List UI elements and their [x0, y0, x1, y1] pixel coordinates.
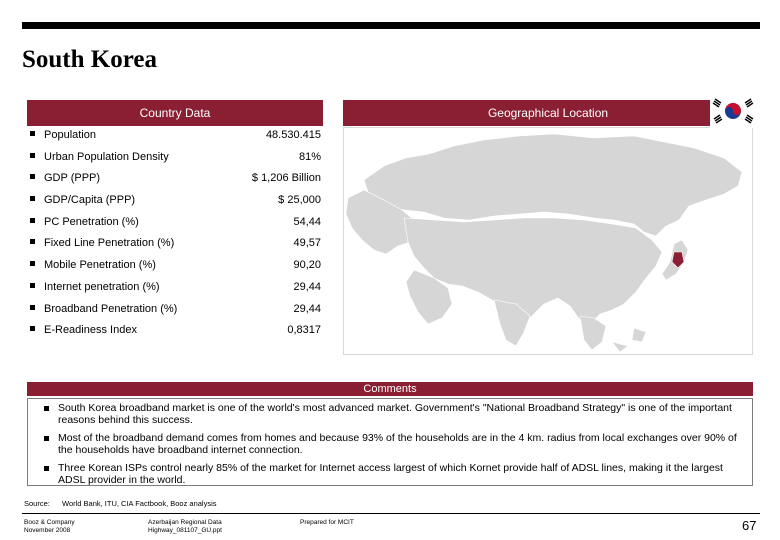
- island-1: [632, 328, 646, 342]
- data-row-mobile: [30, 258, 325, 280]
- data-row-fixed-line: [30, 236, 325, 258]
- asia-map: [343, 127, 753, 355]
- data-label: Fixed Line Penetration (%): [44, 237, 175, 250]
- footer-document: [148, 519, 222, 535]
- footer-company: [24, 519, 75, 535]
- data-value: 29,44: [293, 280, 321, 293]
- data-label: Internet penetration (%): [44, 280, 160, 293]
- top-rule: [22, 22, 760, 29]
- comments-box: [27, 398, 753, 486]
- south-korea-flag-icon: [710, 94, 756, 133]
- bullet-icon: [30, 131, 35, 136]
- data-value: $ 1,206 Billion: [251, 172, 321, 185]
- source-note: [24, 499, 217, 508]
- data-label: GDP/Capita (PPP): [44, 194, 136, 207]
- comment-text: Most of the broadband demand comes from homes and because 93% of the households are in the 4 km. radius from local exchanges over 90% of the households have broadband internet connection.: [58, 432, 737, 456]
- bullet-icon: [30, 153, 35, 158]
- indochina: [580, 316, 606, 350]
- data-value: 81%: [298, 150, 321, 163]
- data-value: 49,57: [293, 237, 321, 250]
- data-label: GDP (PPP): [44, 172, 101, 185]
- comment-item: [44, 403, 749, 426]
- data-row-pc-penetration: [30, 215, 325, 237]
- bullet-icon: [30, 174, 35, 179]
- bullet-icon: [30, 305, 35, 310]
- comments-header: Comments: [27, 382, 753, 396]
- source-label: Source:: [24, 499, 50, 508]
- data-value: 54,44: [293, 215, 321, 228]
- bullet-icon: [30, 218, 35, 223]
- geographical-location-header: Geographical Location: [343, 100, 753, 126]
- data-label: Urban Population Density: [44, 150, 169, 163]
- bullet-icon: [44, 466, 49, 471]
- bullet-icon: [44, 406, 49, 411]
- country-data-header: Country Data: [27, 100, 323, 126]
- footer-company-name: Booz & Company: [24, 519, 75, 526]
- bullet-icon: [44, 436, 49, 441]
- data-row-gdp: [30, 171, 325, 193]
- bullet-icon: [30, 261, 35, 266]
- comment-item: [44, 433, 749, 456]
- island-2: [612, 342, 628, 352]
- data-label: PC Penetration (%): [44, 215, 139, 228]
- data-row-broadband: [30, 302, 325, 324]
- comment-text: Three Korean ISPs control nearly 85% of the market for Internet access largest of which Kornet provide half of ADSL lines, making it the largest ADSL provider in the world.: [58, 462, 723, 486]
- footer-doc-line2: Highway_081107_GU.ppt: [148, 527, 222, 534]
- data-value: 29,44: [293, 302, 321, 315]
- data-row-population: [30, 128, 325, 150]
- data-value: $ 25,000: [278, 194, 321, 207]
- asia-map-graphic: [344, 128, 752, 354]
- data-label: Broadband Penetration (%): [44, 302, 178, 315]
- data-value: 48.530.415: [265, 129, 321, 141]
- data-row-internet: [30, 280, 325, 302]
- comment-text: South Korea broadband market is one of the world's most advanced market. Government's "National Broadband Strategy" is one of the important reasons behind this success.: [58, 402, 732, 426]
- page-title: South Korea: [22, 46, 157, 73]
- data-value: 90,20: [293, 259, 321, 272]
- data-value: 0,8317: [287, 324, 321, 337]
- country-data-list: [30, 128, 325, 345]
- data-label: E-Readiness Index: [44, 324, 137, 337]
- data-row-urban-density: [30, 150, 325, 172]
- bullet-icon: [30, 196, 35, 201]
- footer-date: November 2008: [24, 527, 71, 534]
- data-label: Population: [44, 129, 96, 141]
- data-label: Mobile Penetration (%): [44, 259, 156, 272]
- data-row-gdp-capita: [30, 193, 325, 215]
- source-text: World Bank, ITU, CIA Factbook, Booz analysis: [62, 499, 217, 508]
- bullet-icon: [30, 283, 35, 288]
- bullet-icon: [30, 239, 35, 244]
- page-number: 67: [742, 518, 757, 533]
- data-row-e-readiness: [30, 323, 325, 345]
- footer-doc-line1: Azerbaijan Regional Data: [148, 519, 222, 526]
- bullet-icon: [30, 326, 35, 331]
- comment-item: [44, 463, 749, 486]
- footer-prepared-for: Prepared for MCIT: [300, 519, 354, 526]
- footer-rule: [22, 513, 760, 514]
